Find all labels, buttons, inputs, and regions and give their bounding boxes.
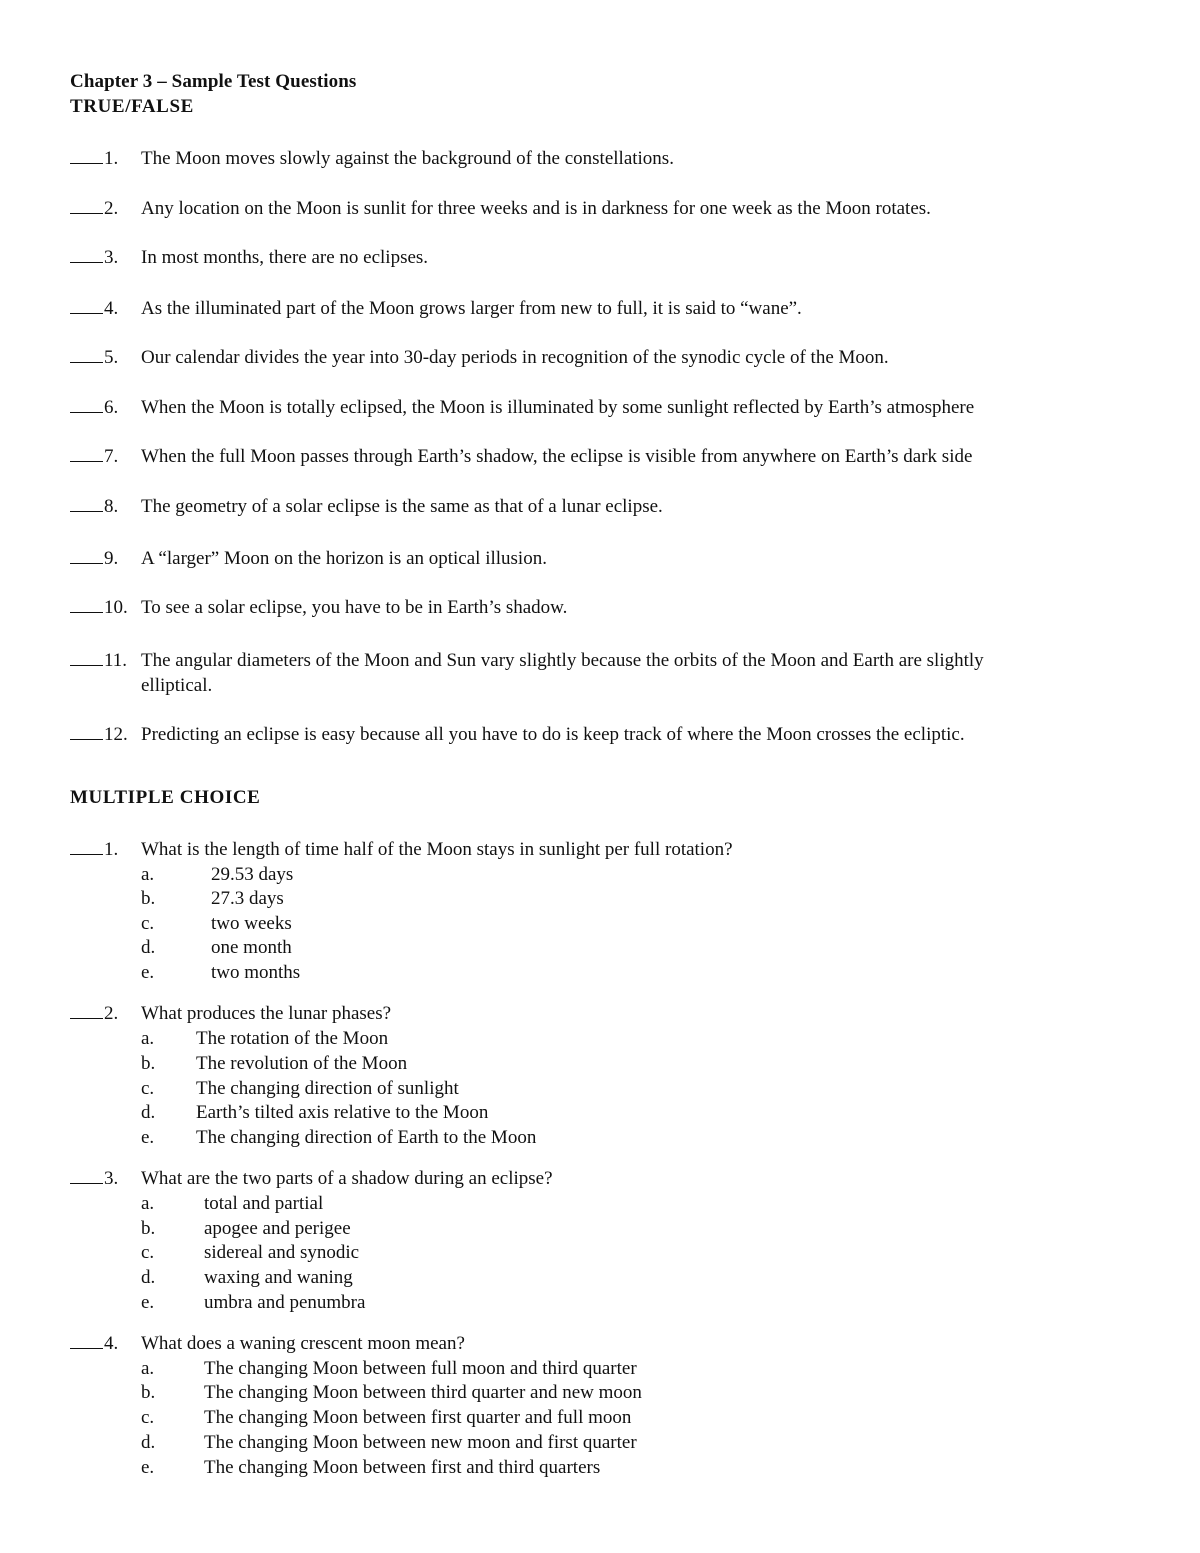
answer-blank[interactable] [70, 1331, 103, 1349]
item-text: Any location on the Moon is sunlit for three weeks and is in darkness for one week as the Moon rotates. [141, 198, 931, 219]
option-letter: a. [141, 1193, 155, 1214]
answer-blank[interactable] [70, 494, 103, 512]
question-text: What are the two parts of a shadow during an eclipse? [141, 1168, 553, 1189]
option-letter: c. [141, 1407, 155, 1428]
item-number: 4. [104, 1333, 119, 1354]
option-letter: e. [141, 1457, 155, 1478]
multiple-choice-heading: MULTIPLE CHOICE [70, 787, 261, 808]
option-letter: e. [141, 962, 155, 983]
item-text: Predicting an eclipse is easy because all you have to do is keep track of where the Moon crosses the ecliptic. [141, 724, 965, 745]
answer-blank[interactable] [70, 1001, 103, 1019]
option-text: 29.53 days [211, 864, 294, 885]
answer-blank[interactable] [70, 722, 103, 740]
option-letter: c. [141, 1078, 155, 1099]
item-text: The Moon moves slowly against the background of the constellations. [141, 148, 674, 169]
option-letter: a. [141, 1028, 155, 1049]
option-text: The changing direction of sunlight [196, 1078, 459, 1099]
option-text: total and partial [204, 1193, 324, 1214]
option-text: The changing direction of Earth to the Moon [196, 1127, 537, 1148]
option-text: The revolution of the Moon [196, 1053, 408, 1074]
item-number: 1. [104, 148, 119, 169]
item-number: 9. [104, 548, 119, 569]
item-number: 5. [104, 347, 119, 368]
option-letter: d. [141, 937, 156, 958]
item-text: Our calendar divides the year into 30-day periods in recognition of the synodic cycle of the Moon. [141, 347, 889, 368]
option-letter: b. [141, 1382, 156, 1403]
option-text: The rotation of the Moon [196, 1028, 389, 1049]
item-text: A “larger” Moon on the horizon is an optical illusion. [141, 548, 547, 569]
option-text: two months [211, 962, 301, 983]
item-number: 10. [104, 597, 128, 618]
option-letter: b. [141, 888, 156, 909]
option-text: 27.3 days [211, 888, 284, 909]
item-number: 8. [104, 496, 119, 517]
option-text: The changing Moon between full moon and third quarter [204, 1358, 637, 1379]
item-number: 6. [104, 397, 119, 418]
option-text: The changing Moon between first and third quarters [204, 1457, 601, 1478]
item-number: 3. [104, 1168, 119, 1189]
question-text: What produces the lunar phases? [141, 1003, 392, 1024]
answer-blank[interactable] [70, 196, 103, 214]
item-number: 2. [104, 1003, 119, 1024]
option-text: one month [211, 937, 292, 958]
option-letter: e. [141, 1292, 155, 1313]
answer-blank[interactable] [70, 837, 103, 855]
option-text: umbra and penumbra [204, 1292, 366, 1313]
answer-blank[interactable] [70, 1166, 103, 1184]
answer-blank[interactable] [70, 296, 103, 314]
item-number: 3. [104, 247, 119, 268]
true-false-heading: TRUE/FALSE [70, 96, 194, 117]
option-text: The changing Moon between first quarter and full moon [204, 1407, 632, 1428]
item-text: In most months, there are no eclipses. [141, 247, 429, 268]
item-number: 2. [104, 198, 119, 219]
answer-blank[interactable] [70, 444, 103, 462]
answer-blank[interactable] [70, 595, 103, 613]
answer-blank[interactable] [70, 345, 103, 363]
option-letter: a. [141, 864, 155, 885]
option-letter: d. [141, 1432, 156, 1453]
option-text: sidereal and synodic [204, 1242, 360, 1263]
answer-blank[interactable] [70, 245, 103, 263]
option-letter: b. [141, 1218, 156, 1239]
item-number: 4. [104, 298, 119, 319]
answer-blank[interactable] [70, 146, 103, 164]
answer-blank[interactable] [70, 648, 103, 666]
option-letter: a. [141, 1358, 155, 1379]
question-text: What does a waning crescent moon mean? [141, 1333, 465, 1354]
option-text: The changing Moon between new moon and first quarter [204, 1432, 637, 1453]
option-letter: e. [141, 1127, 155, 1148]
option-text: The changing Moon between third quarter and new moon [204, 1382, 642, 1403]
item-text: As the illuminated part of the Moon grows larger from new to full, it is said to “wane”. [141, 298, 802, 319]
item-text: The angular diameters of the Moon and Sun vary slightly because the orbits of the Moon and Earth are slightly [141, 650, 984, 671]
question-text: What is the length of time half of the Moon stays in sunlight per full rotation? [141, 839, 733, 860]
option-letter: c. [141, 913, 155, 934]
item-number: 12. [104, 724, 128, 745]
option-text: waxing and waning [204, 1267, 353, 1288]
item-number: 1. [104, 839, 119, 860]
item-number: 11. [104, 650, 128, 671]
item-text: When the full Moon passes through Earth’s shadow, the eclipse is visible from anywhere on Earth’s dark side [141, 446, 973, 467]
page-title: Chapter 3 – Sample Test Questions [70, 71, 357, 92]
item-text-continued: elliptical. [141, 675, 213, 696]
option-text: Earth’s tilted axis relative to the Moon [196, 1102, 489, 1123]
item-number: 7. [104, 446, 119, 467]
option-text: two weeks [211, 913, 292, 934]
answer-blank[interactable] [70, 546, 103, 564]
answer-blank[interactable] [70, 395, 103, 413]
option-letter: d. [141, 1267, 156, 1288]
item-text: The geometry of a solar eclipse is the same as that of a lunar eclipse. [141, 496, 663, 517]
option-letter: c. [141, 1242, 155, 1263]
option-text: apogee and perigee [204, 1218, 351, 1239]
item-text: When the Moon is totally eclipsed, the Moon is illuminated by some sunlight reflected by Earth’s atmosphere [141, 397, 975, 418]
item-text: To see a solar eclipse, you have to be in Earth’s shadow. [141, 597, 568, 618]
option-letter: b. [141, 1053, 156, 1074]
option-letter: d. [141, 1102, 156, 1123]
